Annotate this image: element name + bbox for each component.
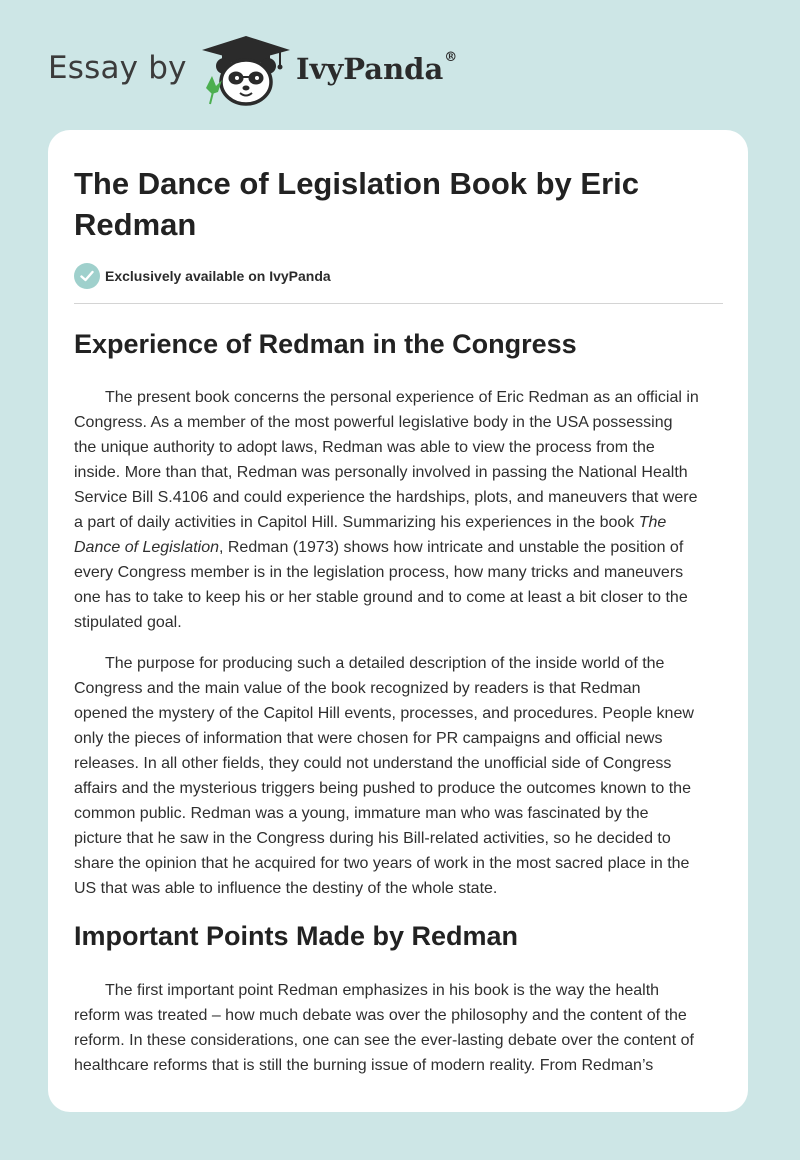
paragraph-line: US that was able to influence the destiny of the whole state. — [74, 880, 498, 897]
paragraph-line: one has to take to keep his or her stable ground and to come at least a bit closer to the — [74, 589, 688, 606]
title-line: The Dance of Legislation Book by Eric — [74, 166, 639, 201]
paragraph-text: a part of daily activities in Capitol Hill. Summarizing his experiences in the book — [74, 514, 639, 531]
paragraph-line: share the opinion that he acquired for two years of work in the most sacred place in the — [74, 855, 690, 872]
paragraph-line: The first important point Redman emphasizes in his book is the way the health — [105, 982, 660, 999]
paragraph-line: common public. Redman was a young, immature man who was fascinated by the — [74, 805, 649, 822]
site-header — [0, 0, 800, 130]
section-heading: Experience of Redman in the Congress — [74, 329, 577, 359]
paragraph-line — [74, 535, 724, 560]
paragraph — [74, 978, 724, 1078]
paragraph-line: inside. More than that, Redman was personally involved in passing the National Health — [74, 464, 688, 481]
paragraph-line: stipulated goal. — [74, 614, 182, 631]
registered-mark: ® — [444, 50, 458, 65]
book-title-italic: Dance of Legislation — [74, 539, 219, 556]
paragraph-line: reform was treated – how much debate was over the philosophy and the content of the — [74, 1007, 687, 1024]
paragraph-line: Congress and the main value of the book recognized by readers is that Redman — [74, 680, 641, 697]
paragraph-line: picture that he saw in the Congress during his Bill-related activities, so he decided to — [74, 830, 671, 847]
paragraph-line: releases. In all other fields, they could not understand the unofficial side of Congress — [74, 755, 672, 772]
paragraph-line: affairs and the mysterious triggers being pushed to produce the outcomes known to the — [74, 780, 691, 797]
paragraph-line: The purpose for producing such a detailed description of the inside world of the — [105, 655, 665, 672]
paragraph-text: , Redman (1973) shows how intricate and unstable the position of — [218, 539, 684, 556]
paragraph-line: reform. In these considerations, one can see the ever-lasting debate over the content of — [74, 1032, 694, 1049]
exclusive-label: Exclusively available on IvyPanda — [105, 268, 331, 284]
paragraph-line: opened the mystery of the Capitol Hill events, processes, and procedures. People knew — [74, 705, 694, 722]
brand-name[interactable] — [296, 52, 457, 86]
panda-logo-icon[interactable] — [200, 34, 292, 108]
paragraph — [74, 651, 724, 901]
paragraph-line — [74, 510, 724, 535]
book-title-italic: The — [638, 514, 667, 531]
essay-card — [48, 130, 748, 1112]
page-title — [74, 163, 724, 245]
exclusive-badge — [74, 263, 331, 289]
divider — [74, 303, 723, 304]
section-heading: Important Points Made by Redman — [74, 921, 519, 951]
paragraph — [74, 385, 724, 635]
paragraph-line: only the pieces of information that were chosen for PR campaigns and official news — [74, 730, 663, 747]
paragraph-line: the unique authority to adopt laws, Redman was able to view the process from the — [74, 439, 655, 456]
check-icon — [74, 263, 100, 289]
title-line: Redman — [74, 207, 197, 242]
paragraph-line: every Congress member is in the legislation process, how many tricks and maneuvers — [74, 564, 684, 581]
paragraph-line: Service Bill S.4106 and could experience the hardships, plots, and maneuvers that were — [74, 489, 698, 506]
paragraph-line: Congress. As a member of the most powerful legislative body in the USA possessing — [74, 414, 673, 431]
brand-text: IvyPanda — [296, 52, 444, 86]
essay-by-label: Essay by — [48, 50, 187, 86]
paragraph-line: healthcare reforms that is still the burning issue of modern reality. From Redman’s — [74, 1057, 654, 1074]
paragraph-line: The present book concerns the personal experience of Eric Redman as an official in — [105, 389, 699, 406]
